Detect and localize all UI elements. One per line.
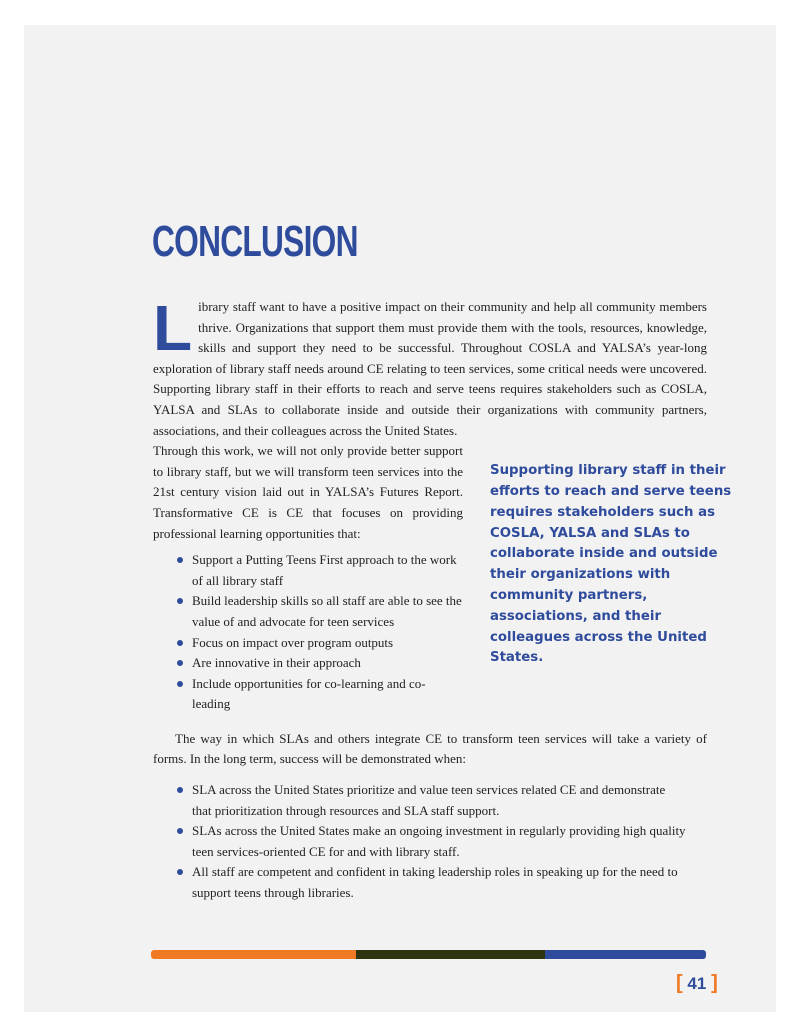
success-section [153,729,707,904]
bullet-icon [177,869,183,875]
page-title: CONCLUSION [152,217,358,266]
bullet-icon [177,557,183,563]
list-item: Focus on impact over program outputs [177,633,463,654]
footer-bar-blue [545,950,706,959]
bullet-icon [177,640,183,646]
column-paragraph: Through this work, we will not only provide better support to library staff, but we will transform teen services into the 21st century vision laid out in YALSA’s Futures Report. Transformative CE is CE that focuses on providing professional learning opportunities that: [153,443,463,541]
list-item: All staff are competent and confident in taking leadership roles in speaking up for the need to support teens through libraries. [177,862,707,903]
bullet-icon [177,598,183,604]
bullet-icon [177,660,183,666]
pull-quote: Supporting library staff in their efforts to reach and serve teens requires stakeholders such as COSLA, YALSA and SLAs to collaborate inside and outside their organizations with community partners, associations, and their colleagues across the United States. [490,463,732,666]
ce-bullet-list [153,550,463,715]
list-item: SLAs across the United States make an ongoing investment in regularly providing high quality teen services-oriented CE for and with library staff. [177,821,707,862]
footer-bar-olive [356,950,545,959]
success-bullet-list [153,780,707,904]
left-column [153,441,463,715]
intro-paragraph [153,297,707,441]
bullet-icon [177,681,183,687]
list-item: SLA across the United States prioritize and value teen services related CE and demonstrate that prioritization through resources and SLA staff support. [177,780,707,821]
main-content [153,297,732,904]
list-item: Support a Putting Teens First approach to the work of all library staff [177,550,463,591]
bullet-icon [177,787,183,793]
footer-bar-orange [151,950,356,959]
page-number: [ 41 ] [676,972,718,994]
success-paragraph: The way in which SLAs and others integrate CE to transform teen services will take a variety of forms. In the long term, success will be demonstrated when: [153,730,707,767]
bullet-icon [177,828,183,834]
drop-cap: L [153,297,193,364]
list-item: Include opportunities for co-learning and co-leading [177,674,463,715]
list-item: Build leadership skills so all staff are able to see the value of and advocate for teen services [177,591,463,632]
intro-text: ibrary staff want to have a positive impact on their community and help all community members thrive. Organizations that support them must provide them with the tools, resources, knowledge, skills and support they need to be successful. Throughout COSLA and YALSA’s year-long exploration of library staff needs around CE relating to teen services, some critical needs were uncovered. Supporting library staff in their efforts to reach and serve teens requires stakeholders such as COSLA, YALSA and SLAs to collaborate inside and outside their organizations with community partners, associations, and their colleagues across the United States. [153,299,707,438]
list-item: Are innovative in their approach [177,653,463,674]
two-column-block [153,441,732,715]
